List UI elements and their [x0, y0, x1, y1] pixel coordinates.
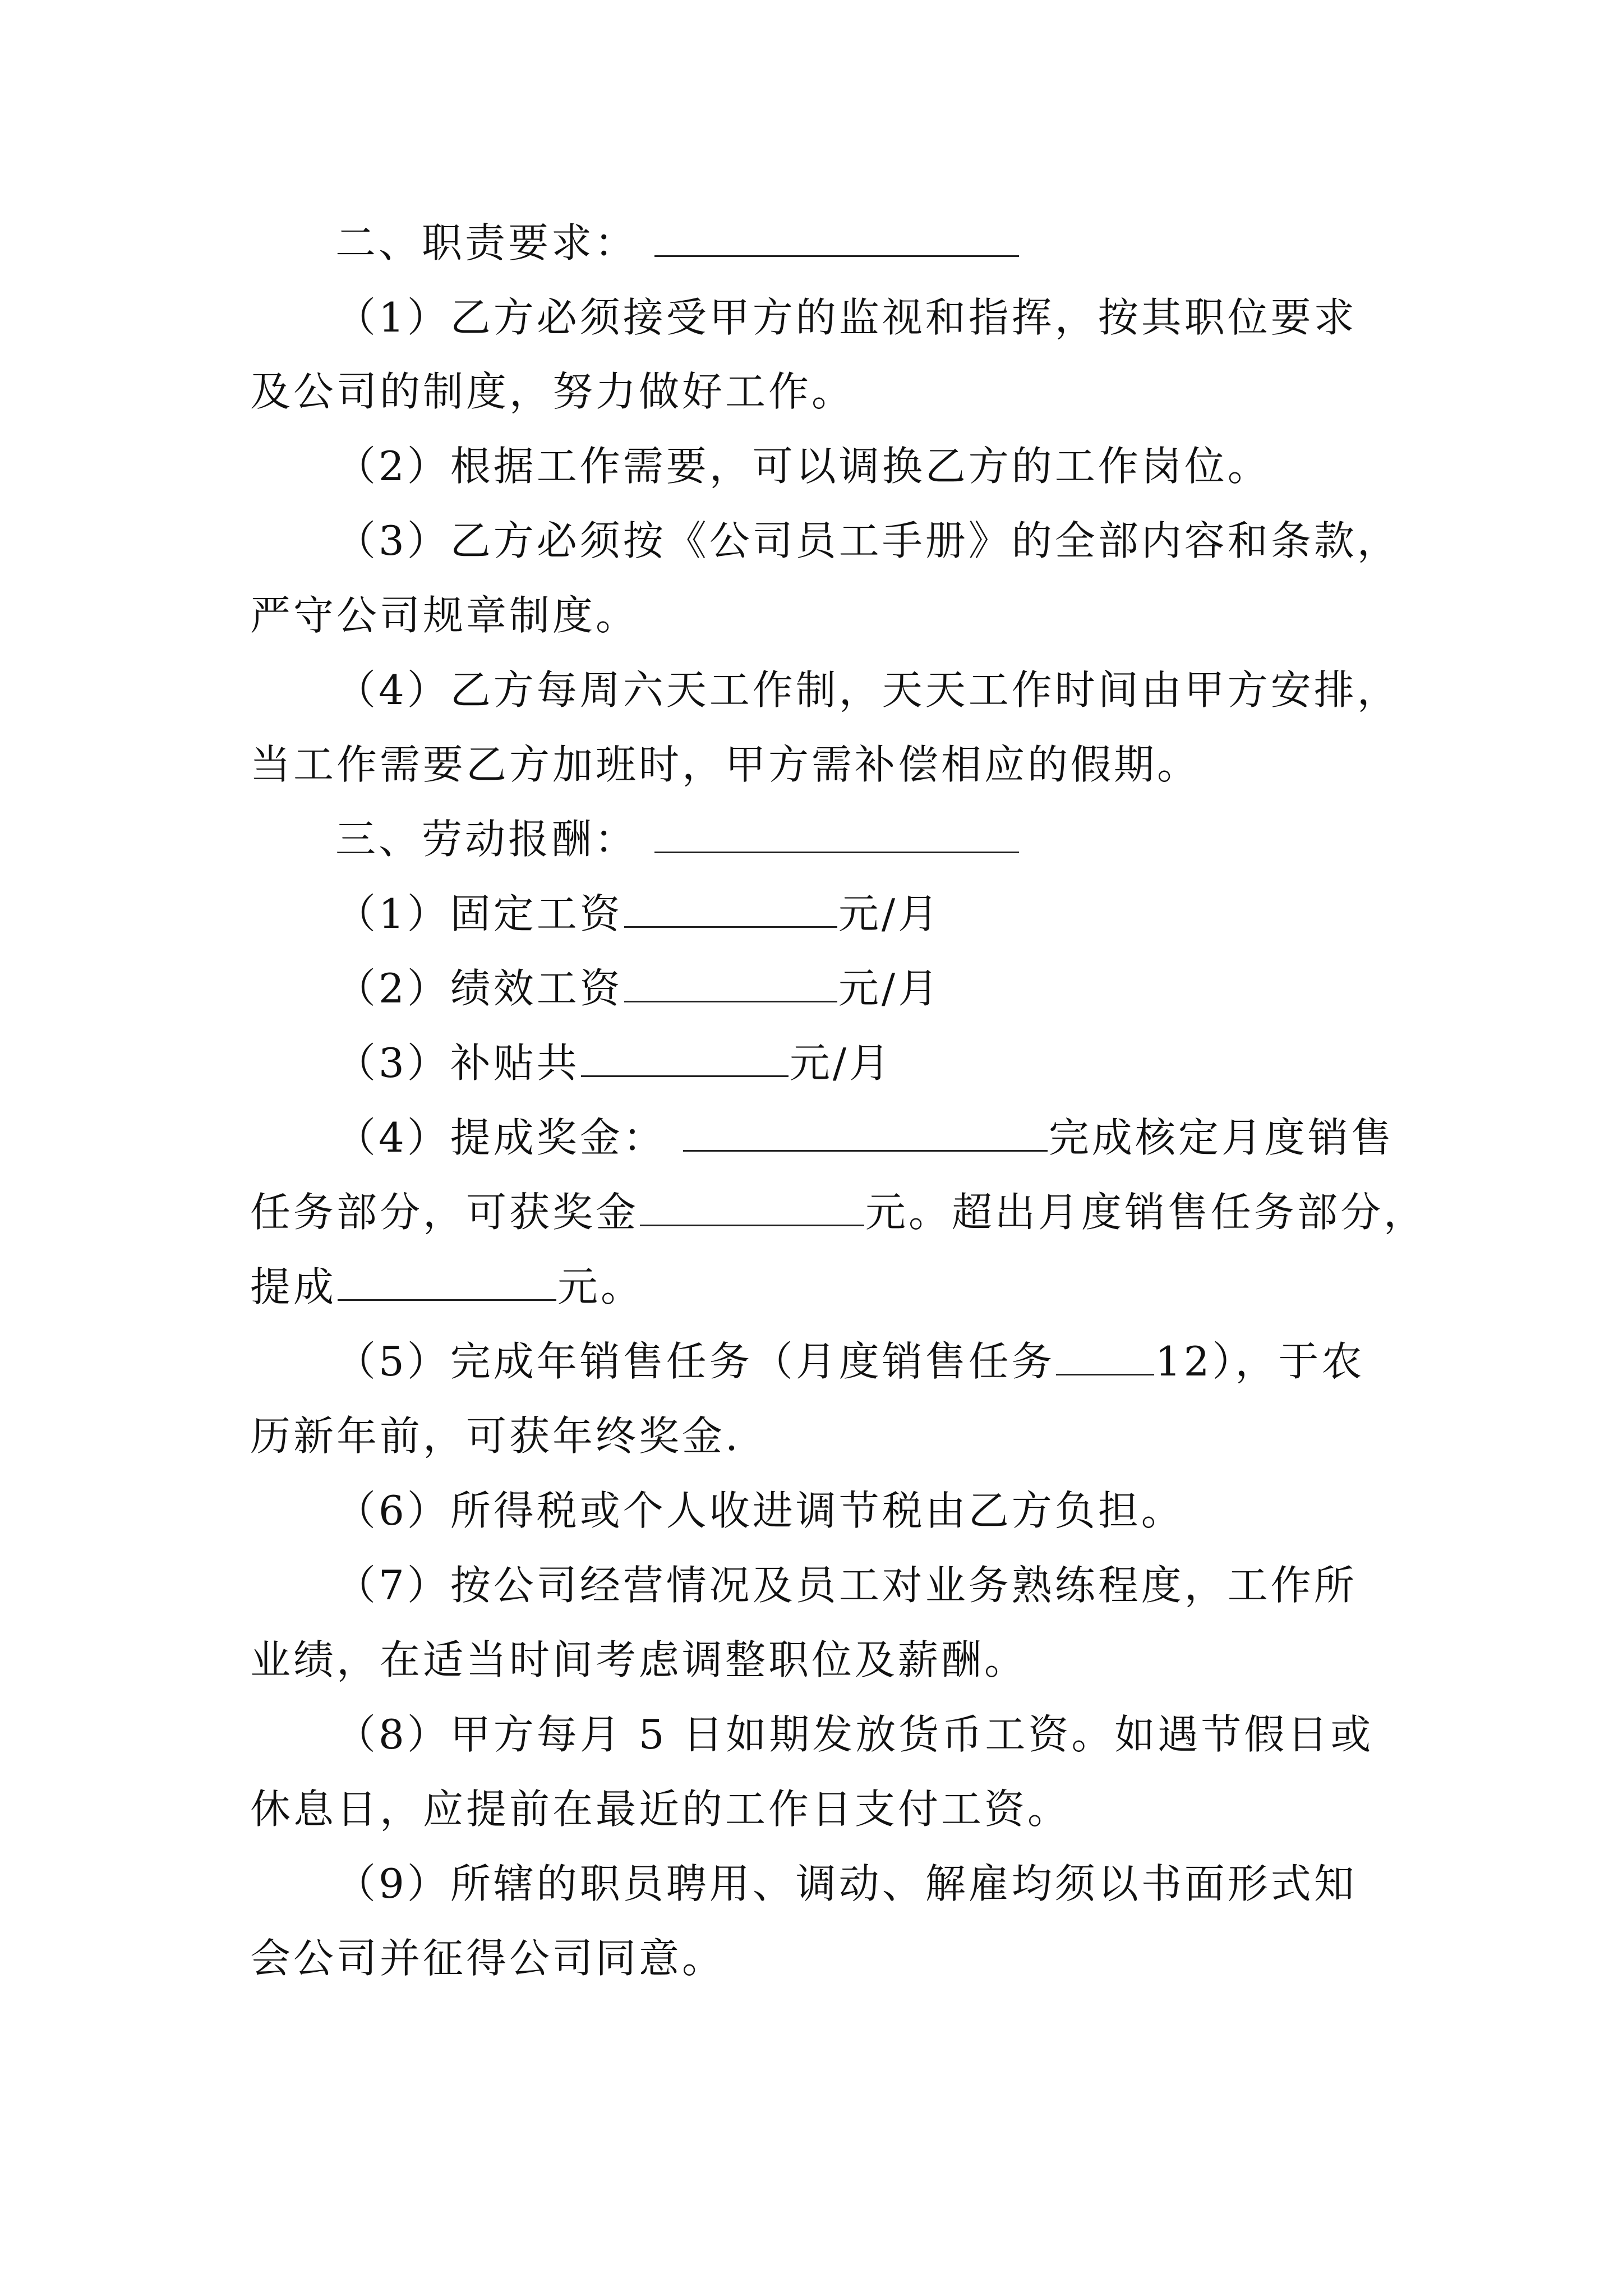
paragraph-line: （8）甲方每月 5 日如期发放货币工资。如遇节假日或 [335, 1711, 1374, 1758]
bonus-label: 任务部分，可获奖金 [250, 1189, 639, 1236]
paragraph-line: 历新年前，可获年终奖金. [250, 1412, 741, 1460]
subsidy-line [335, 1035, 1485, 1091]
performance-salary-label: （2）绩效工资 [335, 965, 623, 1012]
fixed-salary-label: （1）固定工资 [335, 890, 623, 937]
paragraph-line: （9）所辖的职员聘用、调动、解雇均须以书面形式知 [335, 1860, 1357, 1907]
unit-label: 元/月 [838, 965, 942, 1012]
subsidy-blank[interactable] [581, 1041, 789, 1077]
bonus-blank[interactable] [640, 1190, 864, 1226]
cut-blank[interactable] [338, 1264, 556, 1301]
paragraph-line: （4）乙方每周六天工作制，天天工作时间由甲方安排， [335, 666, 1400, 714]
commission-line [335, 1110, 1485, 1166]
cut-text: 元。 [557, 1263, 644, 1310]
heading-text: 二、职责要求： [335, 219, 638, 266]
paragraph-line: （6）所得税或个人收进调节税由乙方负担。 [335, 1487, 1184, 1534]
subsidy-label: （3）补贴共 [335, 1039, 580, 1087]
section-heading-pay [335, 811, 1485, 867]
heading-text: 三、劳动报酬： [335, 816, 638, 863]
paragraph-line: （2）根据工作需要，可以调换乙方的工作岗位。 [335, 443, 1271, 490]
paragraph-line: 休息日，应提前在最近的工作日支付工资。 [250, 1786, 1071, 1833]
paragraph-line: 严守公司规章制度。 [250, 592, 639, 639]
annual-label: （5）完成年销售任务（月度销售任务 [335, 1338, 1055, 1385]
commission-blank[interactable] [683, 1115, 1048, 1152]
performance-salary-blank[interactable] [624, 966, 837, 1002]
paragraph-line: （3）乙方必须按《公司员工手册》的全部内容和条款， [335, 517, 1400, 564]
unit-label: 元/月 [789, 1039, 893, 1087]
paragraph-line: 会公司并征得公司同意。 [250, 1935, 726, 1982]
bonus-text: 元。超出月度销售任务部分， [865, 1189, 1427, 1236]
commission-text: 完成核定月度销售 [1048, 1114, 1394, 1161]
fixed-salary-blank[interactable] [624, 891, 837, 928]
commission-line-3 [250, 1259, 1400, 1315]
paragraph-line: （1）乙方必须接受甲方的监视和指挥，按其职位要求 [335, 294, 1357, 341]
paragraph-line: 及公司的制度，努力做好工作。 [250, 368, 855, 415]
annual-line [335, 1333, 1485, 1389]
commission-line-2 [250, 1184, 1427, 1240]
commission-label: （4）提成奖金： [335, 1114, 666, 1161]
fixed-salary-line [335, 886, 1485, 942]
cut-label: 提成 [250, 1263, 337, 1310]
annual-text: 12），于农 [1155, 1338, 1365, 1385]
paragraph-line: 业绩，在适当时间考虑调整职位及薪酬。 [250, 1636, 1028, 1683]
paragraph-line: （7）按公司经营情况及员工对业务熟练程度，工作所 [335, 1562, 1357, 1609]
section-heading-duties [335, 215, 1485, 271]
fill-blank[interactable] [654, 220, 1019, 257]
unit-label: 元/月 [838, 890, 942, 937]
performance-salary-line [335, 960, 1485, 1016]
annual-blank[interactable] [1056, 1339, 1154, 1375]
paragraph-line: 当工作需要乙方加班时，甲方需补偿相应的假期。 [250, 741, 1201, 788]
fill-blank[interactable] [654, 817, 1019, 853]
